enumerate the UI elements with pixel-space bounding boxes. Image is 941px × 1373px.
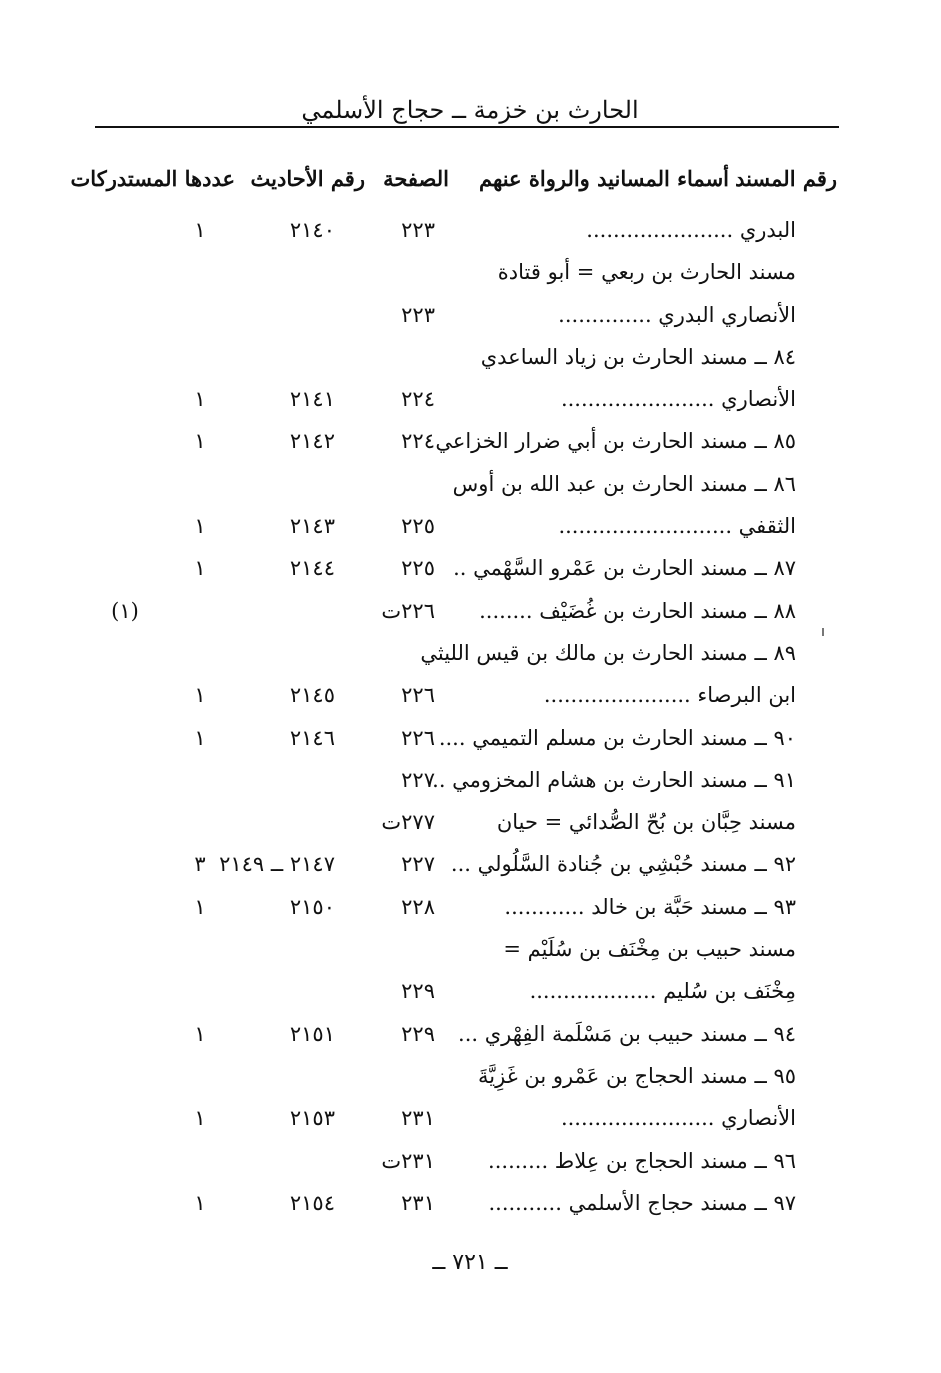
- entry-page: ٢٢٤: [401, 429, 435, 454]
- column-header-page: الصفحة: [383, 166, 449, 191]
- entry-name: ٩٤ ــ مسند حبيب بن مَسْلَمة الفِهْري ...: [458, 1021, 796, 1046]
- entry-page: ٢٧٧ت: [381, 810, 435, 835]
- entry-count: ١: [194, 387, 206, 412]
- entry-count: ٣: [194, 852, 206, 877]
- table-row: [0, 464, 941, 506]
- entry-page: ٢٢٣: [401, 302, 435, 327]
- entry-name: ٩٧ ــ مسند حجاج الأسلمي ...........: [488, 1190, 796, 1215]
- table-row: [0, 887, 941, 929]
- entry-name: ٨٤ ــ مسند الحارث بن زياد الساعدي: [480, 344, 796, 369]
- entry-name: ٨٧ ــ مسند الحارث بن عَمْرو السَّهْمي ..: [453, 556, 796, 581]
- column-header-hadith-numbers: رقم الأحاديث: [250, 166, 365, 191]
- entry-count: ١: [194, 1021, 206, 1046]
- entry-page: ٢٣١: [401, 1190, 435, 1215]
- table-row: [0, 844, 941, 886]
- entry-page: ٢٣١: [401, 1106, 435, 1131]
- entry-name: مسند الحارث بن ربعي = أبو قتادة: [497, 260, 796, 285]
- entry-mustadrak: (١): [111, 598, 139, 623]
- entry-name: الأنصاري .......................: [560, 1106, 796, 1131]
- entry-name: ٨٥ ــ مسند الحارث بن أبي ضرار الخزاعي: [435, 429, 796, 454]
- table-row: [0, 379, 941, 421]
- table-row: [0, 971, 941, 1013]
- entry-page: ٢٢٨: [401, 894, 435, 919]
- entry-count: ١: [194, 556, 206, 581]
- entry-hadith-numbers: ٢١٤٣: [289, 514, 335, 539]
- entry-name: ابن البرصاء ......................: [543, 683, 796, 708]
- entry-hadith-numbers: ٢١٤٥: [289, 683, 335, 708]
- entry-name: مسند حِبَّان بن بُحّ الصُّدائي = حيان: [496, 810, 796, 835]
- entry-name: الأنصاري .......................: [560, 387, 796, 412]
- entry-count: ١: [194, 514, 206, 539]
- entry-name: ٩٣ ــ مسند حَبَّة بن خالد ............: [504, 894, 796, 919]
- entry-hadith-numbers: ٢١٤٤: [289, 556, 335, 581]
- entry-page: ٢٢٦: [401, 683, 435, 708]
- entry-hadith-numbers: ٢١٤١: [289, 387, 335, 412]
- header-rule: [95, 126, 839, 128]
- entry-name: الثقفي ..........................: [558, 514, 796, 539]
- entry-page: ٢٢٦: [401, 725, 435, 750]
- entry-hadith-numbers: ٢١٤٦: [289, 725, 335, 750]
- entry-name: ٩١ ــ مسند الحارث بن هشام المخزومي ..: [432, 767, 796, 792]
- entry-name: ٩٢ ــ مسند حُبْشِي بن جُنادة السَّلُولي ...: [450, 852, 796, 877]
- entry-page: ٢٢٧: [401, 767, 435, 792]
- entry-hadith-numbers: ٢١٤٧ ــ ٢١٤٩: [219, 852, 335, 877]
- column-header-names: أسماء المسانيد والرواة عنهم: [479, 166, 729, 191]
- table-row: [0, 1141, 941, 1183]
- table-row: [0, 337, 941, 379]
- table-row: [0, 548, 941, 590]
- entry-count: ١: [194, 683, 206, 708]
- entry-count: ١: [194, 1190, 206, 1215]
- table-row: [0, 633, 941, 675]
- table-row: [0, 210, 941, 252]
- table-row: [0, 1183, 941, 1225]
- entry-count: ١: [194, 725, 206, 750]
- entry-name: مِخْنَف بن سُليم ...................: [529, 979, 796, 1004]
- entry-hadith-numbers: ٢١٥٤: [289, 1190, 335, 1215]
- entry-hadith-numbers: ٢١٤٢: [289, 429, 335, 454]
- column-header-mustadrakat-count: عددها المستدركات: [70, 166, 235, 191]
- entry-count: ١: [194, 218, 206, 242]
- table-row: [0, 506, 941, 548]
- entry-count: ١: [194, 894, 206, 919]
- table-row: [0, 421, 941, 463]
- margin-mark: [822, 628, 824, 636]
- entry-count: ١: [194, 1106, 206, 1131]
- table-row: [0, 718, 941, 760]
- entry-page: ٢٢٧: [401, 852, 435, 877]
- entry-hadith-numbers: ٢١٥٣: [289, 1106, 335, 1131]
- entry-name: ٨٩ ــ مسند الحارث بن مالك بن قيس الليثي: [420, 640, 796, 665]
- entry-name: مسند حبيب بن مِخْنَف بن سُلَيْم =: [503, 937, 796, 962]
- entry-name: ٩٠ ــ مسند الحارث بن مسلم التميمي ....: [438, 725, 796, 750]
- table-row: [0, 760, 941, 802]
- table-row: [0, 675, 941, 717]
- table-row: [0, 591, 941, 633]
- entry-name: الأنصاري البدري ..............: [558, 302, 796, 327]
- entry-hadith-numbers: ٢١٥١: [289, 1021, 335, 1046]
- table-row: [0, 802, 941, 844]
- entry-hadith-numbers: ٢١٥٠: [289, 894, 335, 919]
- entry-page: ٢٢٥: [401, 514, 435, 539]
- entry-name: ٨٦ ــ مسند الحارث بن عبد الله بن أوس: [452, 471, 796, 496]
- entry-hadith-numbers: ٢١٤٠: [289, 218, 335, 242]
- entry-page: ٢٣١ت: [381, 1148, 435, 1173]
- entry-count: ١: [194, 429, 206, 454]
- entry-name: البدري ......................: [586, 218, 796, 242]
- page-number: ــ ٧٢١ ــ: [432, 1250, 508, 1275]
- table-row: [0, 252, 941, 294]
- running-head: الحارث بن خزمة ــ حجاج الأسلمي: [301, 96, 639, 124]
- table-row: [0, 1098, 941, 1140]
- entry-page: ٢٢٩: [401, 1021, 435, 1046]
- entry-page: ٢٢٥: [401, 556, 435, 581]
- entry-name: ٩٥ ــ مسند الحجاج بن عَمْرو بن غَزِيَّةَ: [478, 1063, 796, 1088]
- entry-page: ٢٢٤: [401, 387, 435, 412]
- entry-page: ٢٢٣: [401, 218, 435, 242]
- column-header-musnad-number: رقم المسند: [735, 166, 837, 191]
- table-row: [0, 1014, 941, 1056]
- table-row: [0, 1056, 941, 1098]
- entry-page: ٢٢٦ت: [381, 598, 435, 623]
- table-row: [0, 295, 941, 337]
- table-row: [0, 929, 941, 971]
- entry-name: ٨٨ ــ مسند الحارث بن غُضَيْف ........: [479, 598, 796, 623]
- entry-name: ٩٦ ــ مسند الحجاج بن عِلاط .........: [488, 1148, 796, 1173]
- index-table: [0, 210, 941, 1225]
- entry-page: ٢٢٩: [401, 979, 435, 1004]
